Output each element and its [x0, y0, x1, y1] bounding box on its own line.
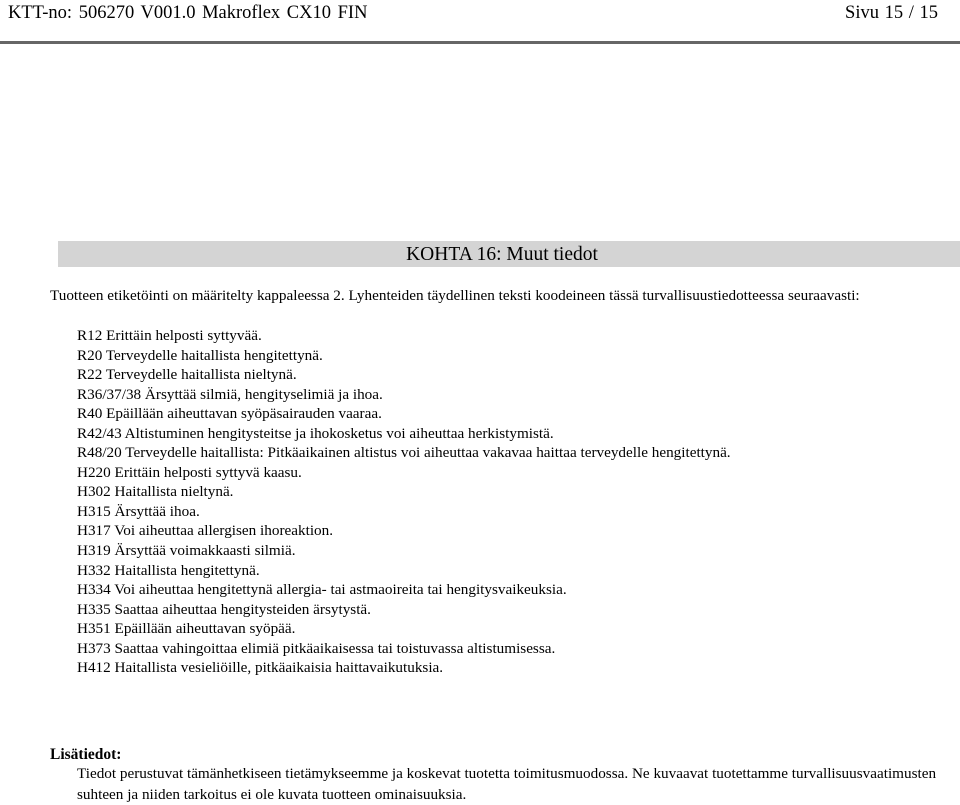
document-id: KTT-no: 506270 V001.0 Makroflex CX10 FIN: [8, 3, 368, 23]
hazard-phrase: R42/43 Altistuminen hengitysteitse ja ihokosketus voi aiheuttaa herkistymistä.: [77, 424, 554, 442]
page-header: [8, 0, 952, 28]
page-number: Sivu 15 / 15: [845, 3, 938, 23]
additional-info-label: Lisätiedot:: [50, 746, 122, 763]
hazard-phrase: R36/37/38 Ärsyttää silmiä, hengityselimiä ja ihoa.: [77, 385, 383, 403]
hazard-phrase: H220 Erittäin helposti syttyvä kaasu.: [77, 463, 302, 481]
hazard-phrase: R20 Terveydelle haitallista hengitettynä.: [77, 346, 323, 364]
hazard-phrase: H373 Saattaa vahingoittaa elimiä pitkäaikaisessa tai toistuvassa altistumisessa.: [77, 639, 556, 657]
hazard-phrase: R40 Epäillään aiheuttavan syöpäsairauden vaaraa.: [77, 405, 382, 423]
hazard-phrase: H351 Epäillään aiheuttavan syöpää.: [77, 620, 296, 638]
additional-info-text: Tiedot perustuvat tämänhetkiseen tietämykseemme ja koskevat tuotetta toimitusmuodossa. Ne kuvaavat tuotettamme turvallisuusvaatimusten suhteen ja niiden tarkoitus ei ole kuvata tuotteen ominaisuuksia.: [77, 765, 937, 803]
hazard-phrase: H335 Saattaa aiheuttaa hengitysteiden ärsytystä.: [77, 600, 371, 618]
hazard-phrase: H334 Voi aiheuttaa hengitettynä allergia- tai astmaoireita tai hengitysvaikeuksia.: [77, 581, 567, 599]
intro-paragraph: Tuotteen etiketöinti on määritelty kappaleessa 2. Lyhenteiden täydellinen teksti koodeineen tässä turvallisuustiedotteessa seuraavasti:: [50, 287, 860, 304]
header-divider: [0, 41, 960, 44]
hazard-phrase: H332 Haitallista hengitettynä.: [77, 561, 260, 579]
hazard-phrase: R12 Erittäin helposti syttyvää.: [77, 327, 262, 344]
hazard-phrase: H412 Haitallista vesieliöille, pitkäaikaisia haittavaikutuksia.: [77, 659, 444, 677]
hazard-phrase: R48/20 Terveydelle haitallista: Pitkäaikainen altistus voi aiheuttaa vakavaa haittaa terveydelle hengitettynä.: [77, 444, 731, 462]
hazard-phrase: H315 Ärsyttää ihoa.: [77, 502, 200, 520]
hazard-phrase-list: [77, 326, 731, 678]
hazard-phrase: H302 Haitallista nieltynä.: [77, 483, 234, 501]
hazard-phrase: H319 Ärsyttää voimakkaasti silmiä.: [77, 542, 296, 560]
hazard-phrase: R22 Terveydelle haitallista nieltynä.: [77, 366, 297, 384]
section-title: KOHTA 16: Muut tiedot: [406, 244, 598, 265]
hazard-phrase: H317 Voi aiheuttaa allergisen ihoreaktion.: [77, 522, 334, 540]
